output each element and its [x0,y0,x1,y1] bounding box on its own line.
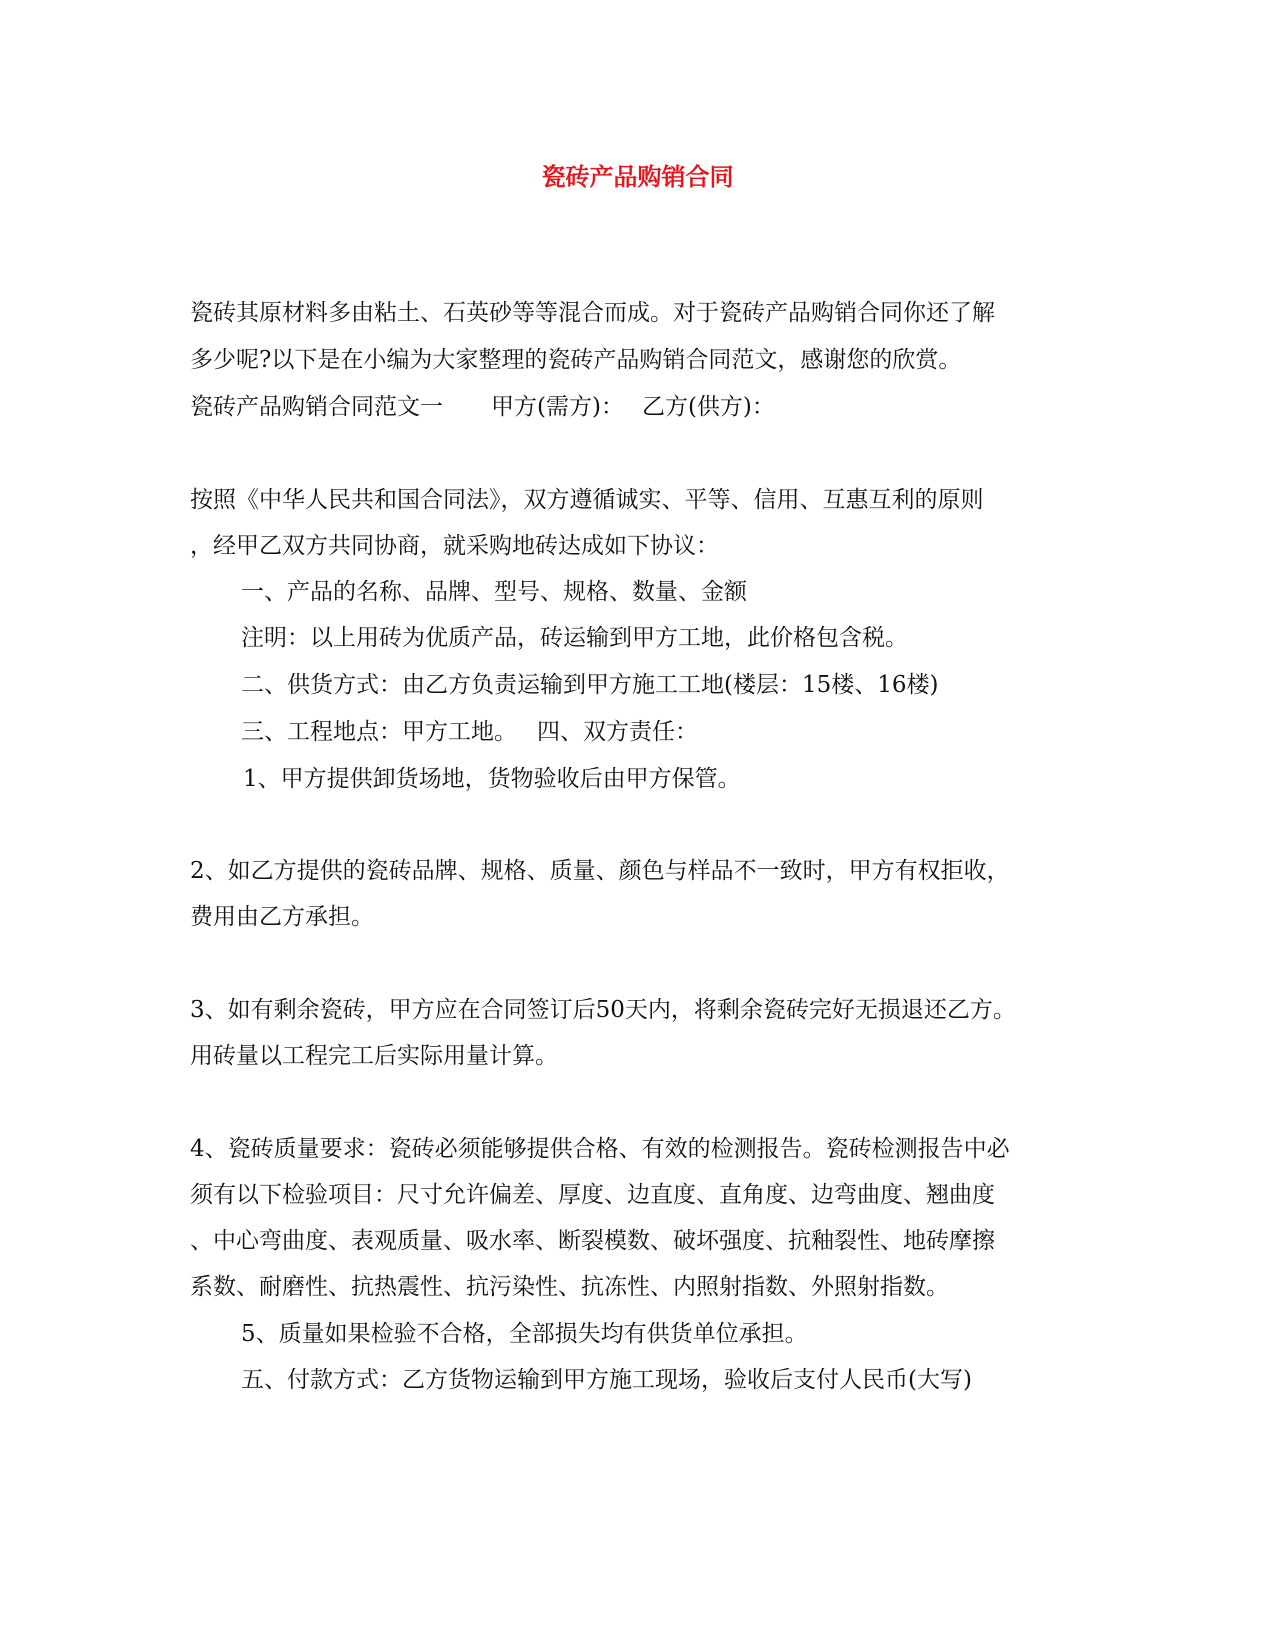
paragraph-line [190,392,1090,422]
paragraph-line: 2、如乙方提供的瓷砖品牌、规格、质量、颜色与样品不一致时，甲方有权拒收， [190,858,1010,884]
clause-site: 三、工程地点：甲方工地。 [241,719,517,745]
paragraph-line: 多少呢?以下是在小编为大家整理的瓷砖产品购销合同范文，感谢您的欣赏。 [190,347,962,373]
paragraph-line: 、中心弯曲度、表观质量、吸水率、断裂模数、破坏强度、抗釉裂性、地砖摩擦 [190,1228,995,1254]
clause-line: 五、付款方式：乙方货物运输到甲方施工现场，验收后支付人民币(大写) [241,1367,972,1393]
document-title: 瓷砖产品购销合同 [541,163,734,191]
paragraph-line: 瓷砖其原材料多由粘土、石英砂等等混合而成。对于瓷砖产品购销合同你还了解 [190,300,995,326]
paragraph-line: 按照《中华人民共和国合同法》，双方遵循诚实、平等、信用、互惠互利的原则 [190,487,984,513]
party-b-label: 乙方(供方)： [641,394,775,420]
clause-line: 注明：以上用砖为优质产品，砖运输到甲方工地，此价格包含税。 [241,625,908,651]
paragraph-line: 3、如有剩余瓷砖，甲方应在合同签订后50天内，将剩余瓷砖完好无损退还乙方。 [190,997,1016,1023]
paragraph-line: 费用由乙方承担。 [190,904,374,930]
clause-line: 1、甲方提供卸货场地，货物验收后由甲方保管。 [243,766,741,792]
clause-line [241,717,1141,747]
clause-line: 5、质量如果检验不合格，全部损失均有供货单位承担。 [241,1321,808,1347]
clause-responsibility: 四、双方责任： [537,719,698,745]
clause-line: 二、供货方式：由乙方负责运输到甲方施工工地(楼层：15楼、16楼) [241,672,939,698]
clause-line: 一、产品的名称、品牌、型号、规格、数量、金额 [241,579,747,605]
paragraph-line: 用砖量以工程完工后实际用量计算。 [190,1043,558,1069]
party-a-label: 甲方(需方)： [491,394,624,420]
sample-heading: 瓷砖产品购销合同范文一 [190,394,443,420]
paragraph-line: ，经甲乙双方共同协商，就采购地砖达成如下协议： [190,533,719,559]
paragraph-line: 系数、耐磨性、抗热震性、抗污染性、抗冻性、内照射指数、外照射指数。 [190,1274,949,1300]
paragraph-line: 须有以下检验项目：尺寸允许偏差、厚度、边直度、直角度、边弯曲度、翘曲度 [190,1182,995,1208]
paragraph-line: 4、瓷砖质量要求：瓷砖必须能够提供合格、有效的检测报告。瓷砖检测报告中必 [190,1136,1010,1162]
